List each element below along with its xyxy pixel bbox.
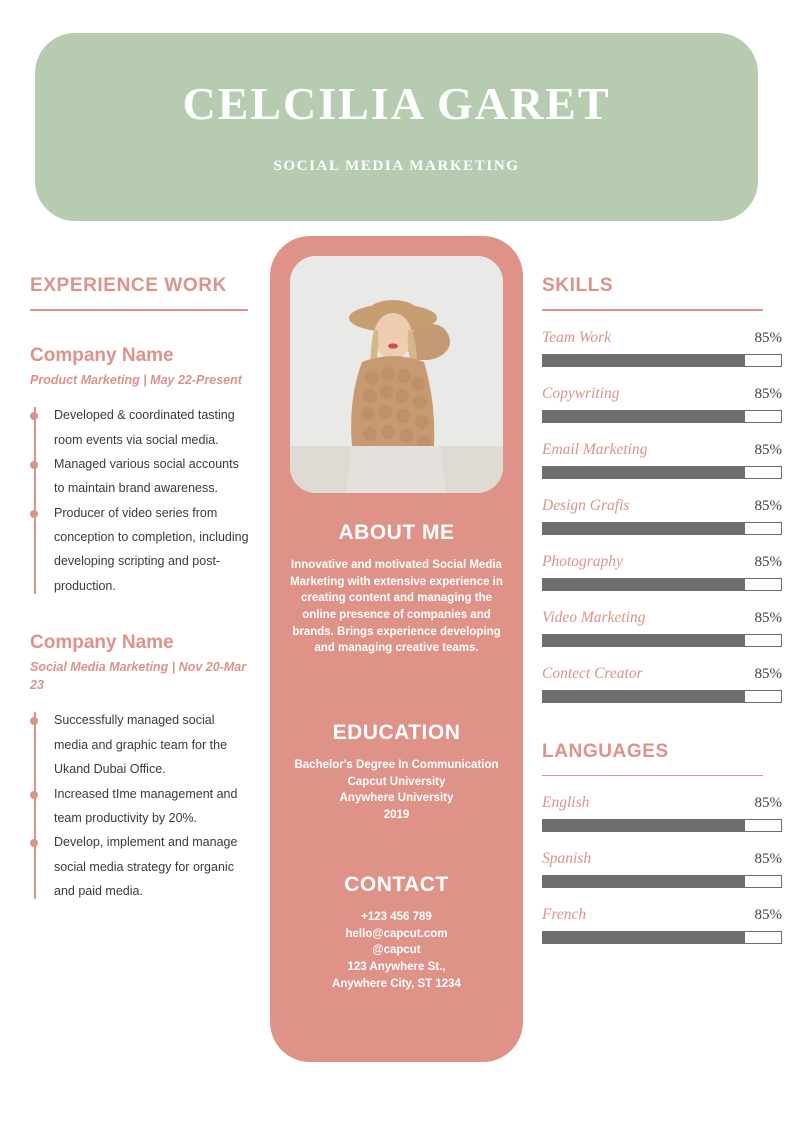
skill-label: Contect Creator	[542, 664, 643, 682]
skill-label: Video Marketing	[542, 608, 646, 626]
language-percent: 85%	[754, 907, 782, 923]
list-item	[54, 708, 252, 781]
about-section	[270, 521, 523, 657]
contact-handle: @capcut	[372, 944, 421, 957]
bullet-dot-icon	[30, 412, 38, 420]
list-item	[54, 403, 252, 452]
education-heading: EDUCATION	[332, 721, 461, 744]
header-subtitle: SOCIAL MEDIA MARKETING	[273, 157, 520, 174]
about-heading: ABOUT ME	[338, 521, 455, 544]
bullet-text: Producer of video series from conception to completion, including developing scripting and post-production.	[54, 505, 249, 593]
bullet-dot-icon	[30, 461, 38, 469]
skill-bar-fill	[543, 635, 745, 646]
header-banner	[35, 33, 758, 221]
experience-column	[30, 275, 252, 903]
language-item	[542, 906, 782, 944]
skill-item	[542, 553, 782, 591]
portrait-photo-icon	[290, 256, 503, 493]
skill-bar-fill	[543, 355, 745, 366]
bullet-timeline	[34, 712, 36, 899]
experience-item	[30, 345, 252, 598]
skill-item	[542, 665, 782, 703]
skill-bar-fill	[543, 691, 745, 702]
languages-divider	[542, 775, 763, 777]
skill-bar	[542, 522, 782, 535]
contact-section	[270, 873, 523, 992]
experience-heading: EXPERIENCE WORK	[30, 275, 227, 296]
skill-label: Copywriting	[542, 384, 620, 402]
bullet-text: Developed & coordinated tasting room events via social media.	[54, 408, 235, 447]
bullet-text: Develop, implement and manage social media strategy for organic and paid media.	[54, 835, 238, 898]
language-bar-fill	[543, 876, 745, 887]
about-text: Innovative and motivated Social Media Marketing with extensive experience in creating content and managing the online presence of companies and brands. Brings experience developing and managing creative teams.	[290, 559, 503, 655]
language-label: French	[542, 906, 587, 923]
language-bar	[542, 875, 782, 888]
skill-label: Design Grafis	[542, 496, 630, 514]
education-line: Bachelor's Degree In Communication	[294, 759, 499, 771]
skill-bar-fill	[543, 579, 745, 590]
skill-percent: 85%	[754, 385, 782, 402]
bullet-dot-icon	[30, 791, 38, 799]
bullet-dot-icon	[30, 839, 38, 847]
skill-percent: 85%	[754, 609, 782, 626]
bullet-timeline	[34, 407, 36, 594]
skills-heading: SKILLS	[542, 275, 614, 296]
bullet-text: Successfully managed social media and graphic team for the Ukand Dubai Office.	[54, 713, 228, 777]
language-bar-fill	[543, 820, 745, 831]
skill-label: Team Work	[542, 328, 612, 346]
skill-bar-fill	[543, 523, 745, 534]
language-item	[542, 794, 782, 832]
skill-percent: 85%	[754, 553, 782, 570]
list-item	[54, 501, 252, 599]
skill-item	[542, 441, 782, 479]
skill-bar	[542, 410, 782, 423]
skill-bar	[542, 690, 782, 703]
contact-phone: +123 456 789	[361, 911, 432, 923]
languages-section	[542, 741, 782, 945]
education-line: Capcut University	[347, 775, 446, 788]
skill-item	[542, 609, 782, 647]
skill-percent: 85%	[754, 665, 782, 682]
contact-address-line1: 123 Anywhere St.,	[347, 961, 446, 974]
bullet-text: Managed various social accounts to maintain brand awareness.	[54, 456, 239, 496]
skill-bar-fill	[543, 411, 745, 422]
skill-item	[542, 385, 782, 423]
education-lines	[284, 757, 509, 824]
language-percent: 85%	[754, 795, 782, 811]
languages-heading: LANGUAGES	[542, 740, 669, 762]
job-bullets	[30, 403, 252, 598]
language-label: Spanish	[542, 850, 592, 867]
job-meta: Product Marketing | May 22-Present	[30, 373, 242, 387]
language-label: English	[542, 794, 590, 811]
skill-label: Email Marketing	[542, 440, 648, 458]
job-meta: Social Media Marketing | Nov 20-Mar 23	[30, 660, 247, 693]
skill-percent: 85%	[754, 497, 782, 514]
education-line: 2019	[383, 809, 410, 822]
company-name: Company Name	[30, 632, 174, 654]
contact-email: hello@capcut.com	[345, 927, 448, 940]
skill-bar	[542, 578, 782, 591]
skill-bar-fill	[543, 467, 745, 478]
list-item	[54, 452, 252, 501]
language-item	[542, 850, 782, 888]
language-percent: 85%	[754, 851, 782, 867]
list-item	[54, 782, 252, 831]
experience-divider	[30, 309, 248, 311]
skill-bar	[542, 634, 782, 647]
skills-column	[542, 275, 782, 944]
experience-item	[30, 632, 252, 903]
skill-bar	[542, 354, 782, 367]
skill-percent: 85%	[754, 441, 782, 458]
job-bullets	[30, 708, 252, 903]
page-title: CELCILIA GARET	[182, 78, 611, 130]
skill-label: Photography	[542, 552, 623, 570]
language-bar	[542, 819, 782, 832]
bullet-dot-icon	[30, 510, 38, 518]
bullet-text: Increased tIme management and team productivity by 20%.	[54, 786, 238, 825]
skill-item	[542, 329, 782, 367]
education-line: Anywhere University	[339, 792, 454, 805]
language-bar	[542, 931, 782, 944]
skills-divider	[542, 309, 763, 311]
bullet-dot-icon	[30, 717, 38, 725]
skill-percent: 85%	[754, 329, 782, 346]
contact-address-line2: Anywhere City, ST 1234	[332, 977, 461, 990]
language-bar-fill	[543, 932, 745, 943]
list-item	[54, 830, 252, 903]
avatar	[290, 256, 503, 493]
contact-lines	[284, 909, 509, 992]
skill-bar	[542, 466, 782, 479]
skill-item	[542, 497, 782, 535]
company-name: Company Name	[30, 345, 174, 366]
contact-heading: CONTACT	[344, 873, 449, 896]
profile-panel	[270, 236, 523, 1062]
education-section	[270, 721, 523, 824]
